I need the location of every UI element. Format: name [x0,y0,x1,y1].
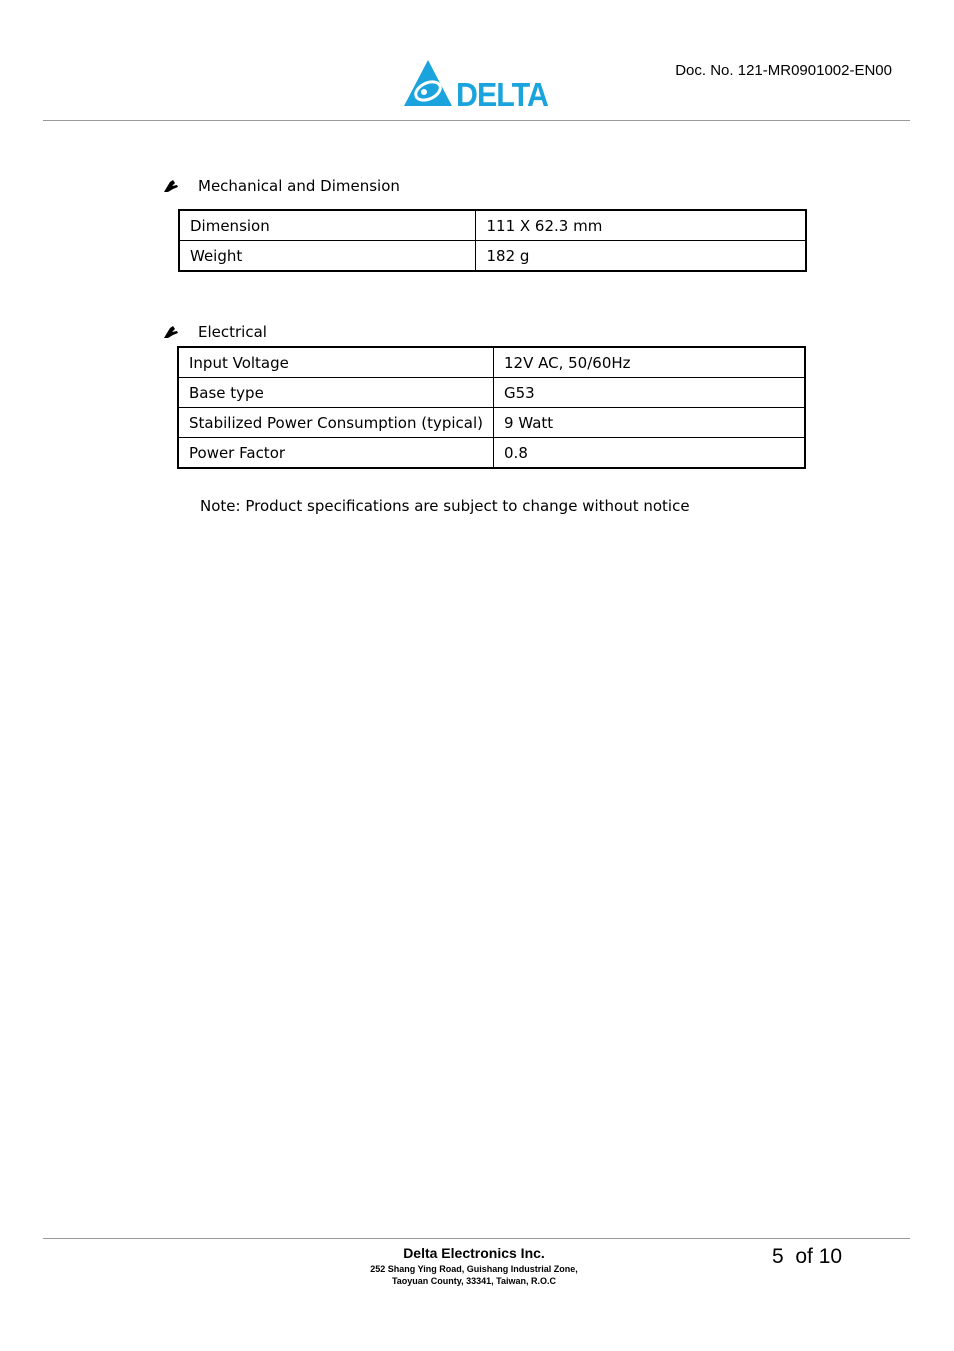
section-title: Electrical [198,323,267,341]
spec-value: 12V AC, 50/60Hz [494,347,805,378]
table-row [179,241,806,272]
table-row [178,347,805,378]
spec-value: 111 X 62.3 mm [476,210,806,241]
footer-address-line2: Taoyuan County, 33341, Taiwan, R.O.C [391,1276,557,1286]
spec-note: Note: Product specifications are subject to change without notice [200,497,690,515]
footer-divider [43,1238,910,1239]
spec-label: Weight [179,241,476,272]
page-number: 5 of 10 [772,1245,843,1268]
pen-bullet-icon [163,325,179,339]
section-heading-electrical [163,323,267,341]
mechanical-spec-table [178,209,807,272]
table-row [179,210,806,241]
spec-label: Stabilized Power Consumption (typical) [178,408,494,438]
table-row [178,378,805,408]
spec-value: 182 g [476,241,806,272]
header-divider [43,120,910,121]
table-row [178,408,805,438]
spec-value: 0.8 [494,438,805,469]
section-heading-mechanical [163,177,400,195]
section-title: Mechanical and Dimension [198,177,400,195]
footer-address-line1: 252 Shang Ying Road, Guishang Industrial Zone, [370,1264,578,1274]
spec-label: Dimension [179,210,476,241]
spec-value: G53 [494,378,805,408]
pen-bullet-icon [163,179,179,193]
logo-wordmark: DELTA [456,76,549,110]
footer-company-name: Delta Electronics Inc. [403,1245,545,1261]
spec-label: Input Voltage [178,347,494,378]
delta-logo [402,58,550,110]
table-row [178,438,805,469]
spec-label: Base type [178,378,494,408]
electrical-spec-table [177,346,806,469]
spec-label: Power Factor [178,438,494,469]
spec-value: 9 Watt [494,408,805,438]
doc-number: Doc. No. 121-MR0901002-EN00 [675,62,892,79]
